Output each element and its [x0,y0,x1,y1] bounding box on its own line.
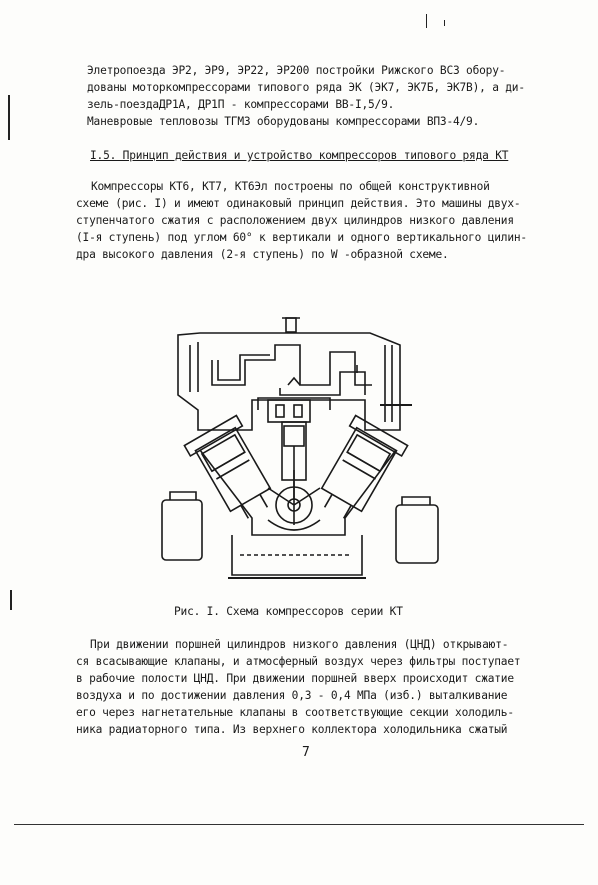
figure-caption: Рис. I. Схема компрессоров серии КТ [174,605,403,618]
bottom-rule [14,824,584,825]
text-line: в рабочие полости ЦНД. При движении поршней вверх происходит сжатие [76,672,514,685]
page-number: 7 [302,745,310,760]
text-line: ступенчатого сжатия с расположением двух цилиндров низкого давления [76,214,514,227]
text-line: (I-я ступень) под углом 60° к вертикали и одного вертикального цилин- [76,231,527,244]
section-heading: I.5. Принцип действия и устройство компрессоров типового ряда КТ [90,149,509,162]
text-line: Компрессоры КТ6, КТ7, КТ6Эл построены по общей конструктивной [91,180,490,193]
text-line: Маневровые тепловозы ТГМ3 оборудованы компрессорами ВП3-4/9. [87,115,480,128]
text-line: дра высокого давления (2-я ступень) по W -образной схеме. [76,248,449,261]
text-line: схеме (рис. I) и имеют одинаковый принцип действия. Это машины двух- [76,197,521,210]
text-line: ся всасывающие клапаны, и атмосферный воздух через фильтры поступает [76,655,521,668]
text-line: его через нагнетательные клапаны в соответствующие секции холодиль- [76,706,514,719]
text-line: ника радиаторного типа. Из верхнего коллектора холодильника сжатый [76,723,508,736]
text-line: При движении поршней цилиндров низкого давления (ЦНД) открывают- [90,638,509,651]
text-line: зель-поездаДР1А, ДР1П - компрессорами ВВ-I,5/9. [87,98,395,111]
text-line: дованы моторкомпрессорами типового ряда ЭК (ЭК7, ЭК7Б, ЭК7В), а ди- [87,81,525,94]
text-line: Элетропоезда ЭР2, ЭР9, ЭР22, ЭР200 постройки Рижского ВСЗ обору- [87,64,506,77]
text-line: воздуха и по достижении давления 0,3 - 0,4 МПа (изб.) выталкивание [76,689,508,702]
